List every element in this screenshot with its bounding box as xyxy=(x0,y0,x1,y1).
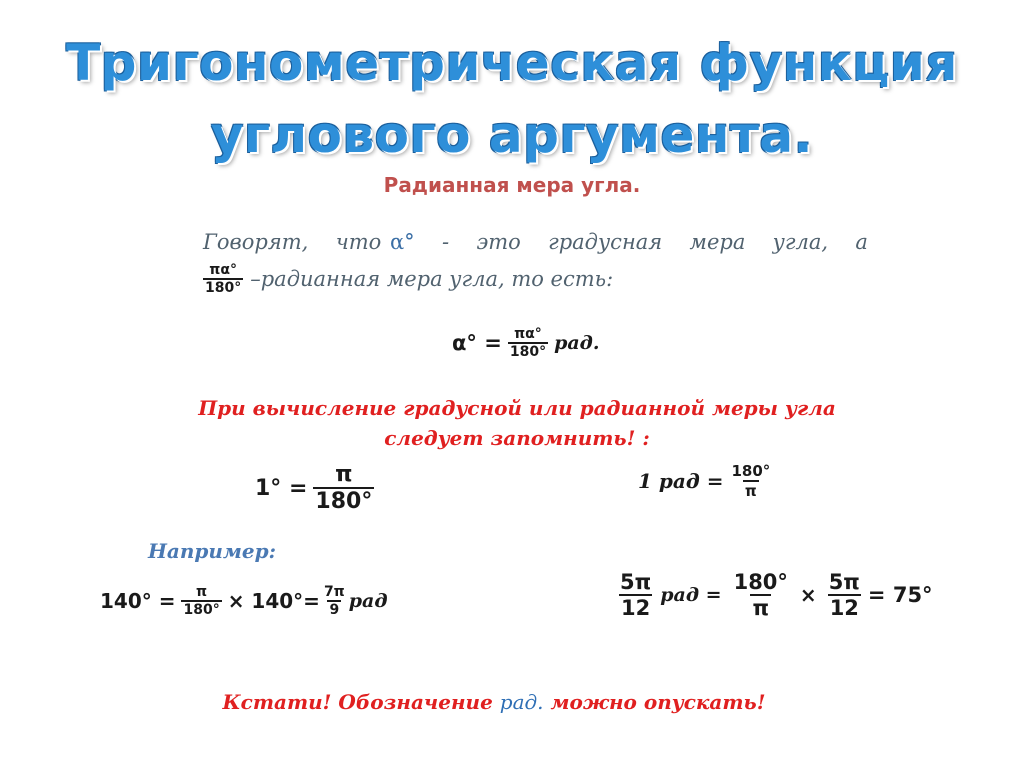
intro-fraction xyxy=(203,262,243,296)
formula-unit: рад. xyxy=(554,332,600,354)
alpha-degree: α° xyxy=(390,230,415,254)
intro-word: что α° xyxy=(335,230,415,254)
formula-fraction xyxy=(508,326,548,360)
example-label: Например: xyxy=(148,539,277,563)
example-2 xyxy=(615,570,933,620)
fraction-numerator: 7π xyxy=(323,584,345,600)
intro-word: градусная xyxy=(548,230,663,254)
example-times: × xyxy=(799,583,817,607)
fraction-numerator: 5π xyxy=(620,570,652,594)
remember-line-1: При вычисление градусной или радианной меры угла xyxy=(198,396,836,420)
intro-word: угла, xyxy=(772,230,829,254)
fraction-denominator: 180° xyxy=(315,489,373,514)
fraction-numerator: πα° xyxy=(514,326,542,342)
intro-line-1 xyxy=(203,230,868,254)
fraction-numerator: π xyxy=(335,462,353,487)
note xyxy=(0,690,988,714)
fraction-numerator: 5π xyxy=(828,570,860,594)
rule-radian xyxy=(638,462,775,500)
fraction-denominator: 12 xyxy=(621,596,651,620)
fraction-denominator: π xyxy=(752,596,770,620)
fraction-denominator: 180° xyxy=(509,344,547,360)
rule-lhs: 1 рад = xyxy=(638,469,724,493)
intro-word: Говорят, xyxy=(203,230,309,254)
title-line-1: Тригонометрическая функция xyxy=(66,34,958,92)
fraction-denominator: 12 xyxy=(829,596,859,620)
fraction-denominator: π xyxy=(744,482,757,500)
intro-line-2 xyxy=(200,262,613,296)
rule-lhs: 1° = xyxy=(255,475,308,501)
example-fraction xyxy=(827,570,862,620)
fraction-denominator: 180° xyxy=(205,280,242,296)
rule-degree xyxy=(255,462,377,514)
example-fraction xyxy=(618,570,653,620)
fraction-numerator: πα° xyxy=(209,262,237,278)
fraction-denominator: 9 xyxy=(329,602,340,618)
example-unit: рад = xyxy=(660,584,722,606)
formula-lhs: α° = xyxy=(452,331,502,355)
fraction-numerator: π xyxy=(196,584,208,600)
example-result: = 75° xyxy=(867,583,933,607)
example-unit: рад xyxy=(348,590,388,612)
example-times: × 140°= xyxy=(227,589,320,613)
title-line-2: углового аргумента. xyxy=(210,106,814,164)
note-before: Кстати! Обозначение xyxy=(222,690,493,714)
intro-word: - xyxy=(442,230,450,254)
example-fraction xyxy=(732,570,790,620)
rule-fraction xyxy=(313,462,374,514)
note-after: можно опускать! xyxy=(550,690,766,714)
fraction-denominator: 180° xyxy=(183,602,220,618)
rule-fraction xyxy=(729,462,772,500)
remember-line-2: следует запомнить! : xyxy=(384,426,650,450)
intro-word: это xyxy=(476,230,521,254)
note-unit: рад. xyxy=(499,690,544,714)
intro-word: мера xyxy=(689,230,746,254)
intro-text: –радианная мера угла, то есть: xyxy=(250,267,614,291)
example-1 xyxy=(100,584,388,618)
example-result-fraction xyxy=(322,584,347,618)
fraction-numerator: 180° xyxy=(731,462,771,480)
main-formula xyxy=(452,326,600,360)
intro-word: а xyxy=(855,230,868,254)
fraction-numerator: 180° xyxy=(733,570,788,594)
subtitle: Радианная мера угла. xyxy=(383,173,641,197)
example-fraction xyxy=(181,584,221,618)
example-lhs: 140° = xyxy=(100,589,176,613)
